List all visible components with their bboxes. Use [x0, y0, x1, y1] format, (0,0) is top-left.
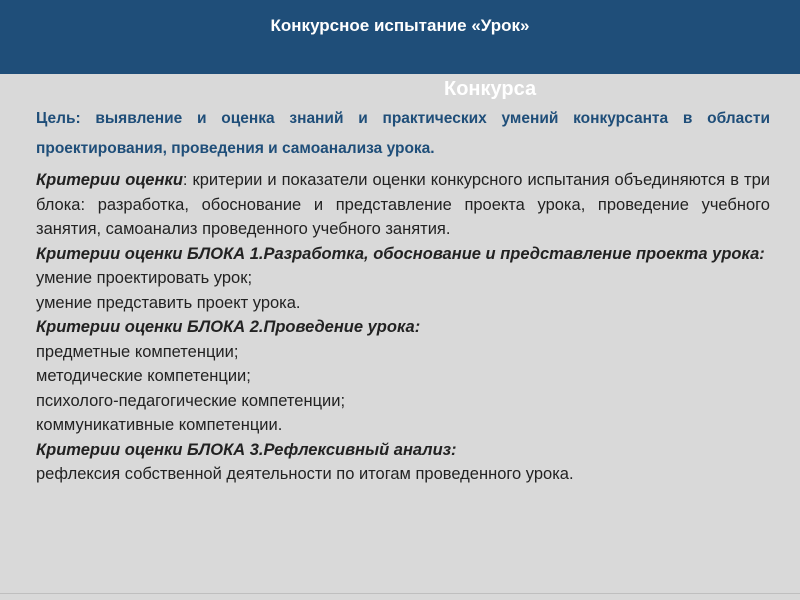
block2-item: предметные компетенции; [36, 342, 239, 361]
criteria-intro-label: Критерии оценки [36, 171, 183, 189]
criteria-body [36, 168, 770, 487]
block2-item: методические компетенции; [36, 367, 251, 385]
subtitle: Конкурса [444, 78, 537, 100]
header-bar [0, 0, 800, 74]
criteria-intro-text: : критерии и показатели оценки конкурсного испытания объединяются в три блока: разработка, обоснование и представление проекта урока, проведение учебного занятия, самоанализ проведенного учебного занятия. [36, 171, 770, 238]
block3-item: рефлексия собственной деятельности по итогам проведенного урока. [36, 465, 574, 483]
block2-item: коммуникативные компетенции. [36, 416, 283, 434]
slide-title: Конкурсное испытание «Урок» [270, 16, 530, 35]
block1-item: умение представить проект урока. [36, 293, 301, 312]
block1-item: умение проектировать урок; [36, 269, 253, 287]
bottom-divider [0, 593, 800, 594]
block3-title: Критерии оценки БЛОКА 3.Рефлексивный анализ: [36, 440, 457, 459]
block1-title: Критерии оценки БЛОКА 1.Разработка, обоснование и представление проекта урока: [36, 244, 765, 263]
block2-item: психолого-педагогические компетенции; [36, 391, 346, 410]
criteria-intro [36, 168, 770, 242]
block2-title: Критерии оценки БЛОКА 2.Проведение урока: [36, 318, 421, 336]
goal-text: Цель: выявление и оценка знаний и практических умений конкурсанта в области проектирования, проведения и самоанализа урока. [36, 110, 770, 157]
